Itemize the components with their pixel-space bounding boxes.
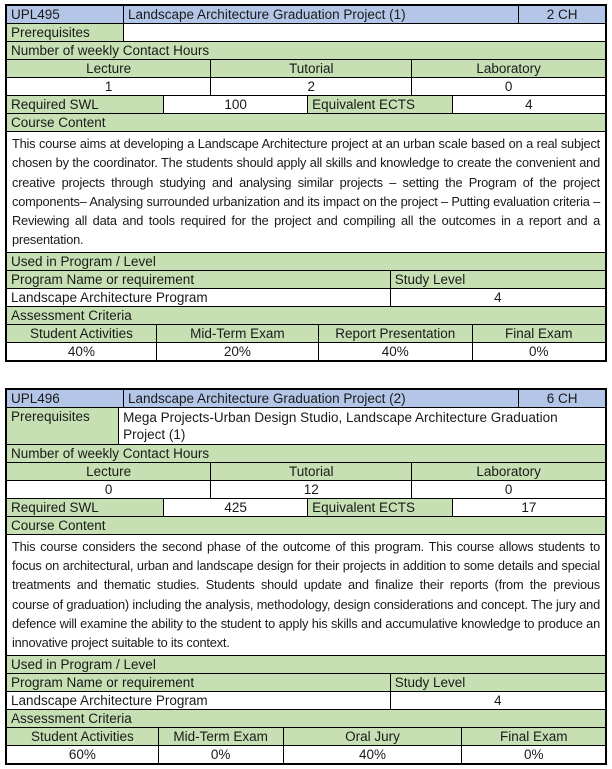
laboratory-header-cell: Laboratory <box>411 60 605 77</box>
course-title-row <box>7 6 605 23</box>
assessment-value-cell: 60% <box>68 746 96 762</box>
course-content-section-header-cell: Course Content <box>7 114 605 131</box>
assessment-column-header-cell: Mid-Term Exam <box>156 325 318 342</box>
tutorial-header-cell: Tutorial <box>210 60 411 77</box>
assessment-column-header-cell: Student Activities <box>7 325 156 342</box>
prerequisites-value-cell <box>123 24 605 41</box>
required-swl-label-cell: Required SWL <box>7 499 163 516</box>
required-swl-label-cell: Required SWL <box>7 96 163 113</box>
assessment-column-header-cell: Final Exam <box>472 325 605 342</box>
laboratory-header-cell: Laboratory <box>411 463 605 480</box>
course-title-cell: Landscape Architecture Graduation Project (1) <box>123 6 518 23</box>
program-name-header-cell: Program Name or requirement <box>7 674 390 691</box>
program-level-value-row <box>7 288 605 306</box>
equivalent-ects-value-cell: 17 <box>452 499 605 516</box>
tutorial-header-cell: Tutorial <box>210 463 411 480</box>
credit-hours-cell: 2 CH <box>518 6 605 23</box>
assessment-column-header-cell: Student Activities <box>7 728 158 745</box>
program-level-header-row <box>7 270 605 288</box>
equivalent-ects-label-cell: Equivalent ECTS <box>307 499 452 516</box>
tutorial-value-cell: 12 <box>210 481 411 498</box>
lecture-header-cell: Lecture <box>7 60 210 77</box>
contact-hours-section-row <box>7 41 605 59</box>
credit-hours-cell: 6 CH <box>518 390 605 407</box>
contact-hours-header-row <box>7 462 605 480</box>
used-in-program-section-header-cell: Used in Program / Level <box>7 656 605 673</box>
assessment-section-header-cell: Assessment Criteria <box>7 710 605 727</box>
course-content-section-header-cell: Course Content <box>7 517 605 534</box>
used-in-program-section-header-cell: Used in Program / Level <box>7 253 605 270</box>
used-in-program-section-row <box>7 655 605 673</box>
assessment-section-header-cell: Assessment Criteria <box>7 307 605 324</box>
course-title-row <box>7 390 605 407</box>
contact-hours-section-header-cell: Number of weekly Contact Hours <box>7 42 605 59</box>
assessment-value-cell: 40% <box>283 746 462 763</box>
prerequisites-label-cell: Prerequisites <box>7 408 118 444</box>
swl-ects-row <box>7 498 605 516</box>
course-content-row <box>7 131 605 252</box>
course-table-upl496 <box>5 388 607 765</box>
assessment-column-header-cell: Oral Jury <box>283 728 462 745</box>
laboratory-value-cell: 0 <box>411 78 605 95</box>
assessment-section-row <box>7 709 605 727</box>
assessment-column-header-cell: Final Exam <box>461 728 605 745</box>
prerequisites-row <box>7 407 605 444</box>
course-table-upl495 <box>5 4 607 362</box>
course-content-text: This course considers the second phase of the outcome of this program. This course allows students to focus on architectural, urban and landscape design for their projects in addition to some details and special treatments and thematic studies. Students should update and finalize their reports (from the previous course of graduation) including the analysis, methodology, design considerations and concept. The jury and defence will examine the ability to the student to apply his skills and accumulative knowledge to produce an innovative project suitable to its context. <box>12 538 600 651</box>
course-content-row <box>7 534 605 655</box>
laboratory-value-cell: 0 <box>411 481 605 498</box>
assessment-header-row <box>7 727 605 745</box>
course-content-section-row <box>7 113 605 131</box>
assessment-value-cell: 20% <box>156 343 318 360</box>
lecture-header-cell: Lecture <box>7 463 210 480</box>
contact-hours-value-row <box>7 480 605 498</box>
assessment-column-header-cell: Report Presentation <box>318 325 472 342</box>
program-level-value-row <box>7 691 605 709</box>
tutorial-value-cell: 2 <box>210 78 411 95</box>
assessment-value-cell: 0% <box>472 343 605 360</box>
course-code-cell: UPL496 <box>7 390 123 407</box>
lecture-value-cell: 0 <box>104 481 113 497</box>
assessment-value-cell: 40% <box>67 343 95 359</box>
prerequisites-value-cell: Mega Projects-Urban Design Studio, Landscape Architecture Graduation Project (1) <box>118 408 605 444</box>
assessment-value-row <box>7 745 605 763</box>
course-content-section-row <box>7 516 605 534</box>
contact-hours-value-row <box>7 77 605 95</box>
study-level-value-cell: 4 <box>390 289 605 306</box>
program-level-header-row <box>7 673 605 691</box>
prerequisites-row <box>7 23 605 41</box>
course-title-cell: Landscape Architecture Graduation Project (2) <box>123 390 518 407</box>
program-name-header-cell: Program Name or requirement <box>7 271 390 288</box>
used-in-program-section-row <box>7 252 605 270</box>
contact-hours-section-row <box>7 444 605 462</box>
equivalent-ects-value-cell: 4 <box>452 96 605 113</box>
study-level-value-cell: 4 <box>390 692 605 709</box>
contact-hours-section-header-cell: Number of weekly Contact Hours <box>7 445 605 462</box>
course-content-text: This course aims at developing a Landscape Architecture project at an urban scale based on a real subject chosen by the coordinator. The students should apply all skills and knowledge to create the convenient and creative projects through studying and analysing similar projects – setting the Program of the project components– Analysing surrounded urbanization and its impact on the project – Putting evaluation criteria – Reviewing all data and tools required for the project and compiling all the outcomes in a report and a presentation. <box>12 136 600 248</box>
assessment-value-cell: 0% <box>461 746 605 763</box>
program-name-value-cell: Landscape Architecture Program <box>11 289 208 305</box>
required-swl-value-cell: 100 <box>163 96 307 113</box>
required-swl-value-cell: 425 <box>163 499 307 516</box>
study-level-header-cell: Study Level <box>390 674 605 691</box>
lecture-value-cell: 1 <box>104 79 113 94</box>
contact-hours-header-row <box>7 59 605 77</box>
assessment-value-cell: 40% <box>318 343 472 360</box>
course-code-cell: UPL495 <box>7 6 123 23</box>
study-level-header-cell: Study Level <box>390 271 605 288</box>
assessment-value-row <box>7 342 605 360</box>
swl-ects-row <box>7 95 605 113</box>
prerequisites-label-cell: Prerequisites <box>7 24 123 41</box>
assessment-section-row <box>7 306 605 324</box>
assessment-column-header-cell: Mid-Term Exam <box>158 728 283 745</box>
assessment-value-cell: 0% <box>158 746 283 763</box>
program-name-value-cell: Landscape Architecture Program <box>11 692 208 708</box>
equivalent-ects-label-cell: Equivalent ECTS <box>307 96 452 113</box>
assessment-header-row <box>7 324 605 342</box>
